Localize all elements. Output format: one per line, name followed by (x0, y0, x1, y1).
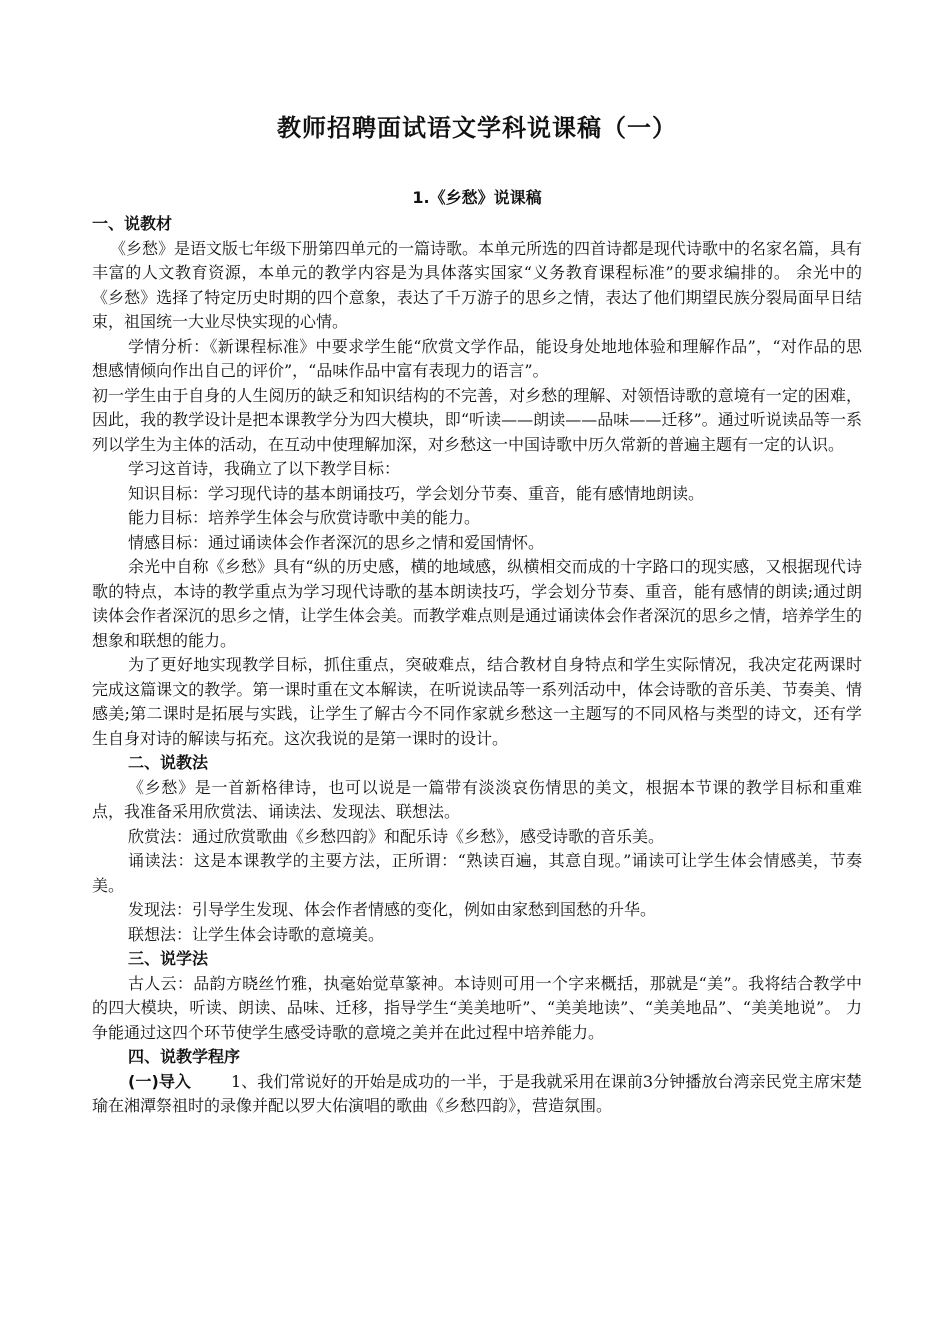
section-heading-1: 一、说教材 (92, 214, 173, 233)
paragraph-text: 1、我们常说好的开始是成功的一半，于是我就采用在课前3分钟播放台湾亲民党主席宋楚瑜在湘潭祭祖时的录像并配以罗大佑演唱的歌曲《乡愁四韵》，营造氛围。 (92, 1071, 862, 1115)
paragraph: 为了更好地实现教学目标，抓住重点，突破难点，结合教材自身特点和学生实际情况，我决定花两课时完成这篇课文的教学。第一课时重在文本解读，在听说读品等一系列活动中，体会诗歌的音乐美、节奏美、情感美;第二课时是拓展与实践，让学生了解古今不同作家就乡愁这一主题写的不同风格与类型的诗文，还有学生自身对诗的解读与拓充。这次我说的是第一课时的设计。 (92, 655, 862, 748)
paragraph: 初一学生由于自身的人生阅历的缺乏和知识结构的不完善，对乡愁的理解、对领悟诗歌的意境有一定的困难，因此，我的教学设计是把本课教学分为四大模块，即“听读——朗读——品味——迁移”。通过听说读品等一系列以学生为主体的活动，在互动中使理解加深，对乡愁这一中国诗歌中历久常新的普遍主题有一定的认识。 (92, 385, 862, 454)
paragraph: 余光中自称《乡愁》具有“纵的历史感，横的地域感，纵横相交而成的十字路口的现实感，又根据现代诗歌的特点，本诗的教学重点为学习现代诗歌的基本朗读技巧，学会划分节奏、重音，能有感情的朗读;通过朗读体会作者深沉的思乡之情，让学生体会美。而教学难点则是通过诵读体会作者深沉的思乡之情，培养学生的想象和联想的能力。 (92, 557, 862, 650)
paragraph: 《乡愁》是语文版七年级下册第四单元的一篇诗歌。本单元所选的四首诗都是现代诗歌中的名家名篇，具有丰富的人文教育资源，本单元的教学内容是为具体落实国家“义务教育课程标准”的要求编排的。 余光中的《乡愁》选择了特定历史时期的四个意象，表达了千万游子的思乡之情，表达了他们期望民族分裂局面早日结束，祖国统一大业尽快实现的心情。 (92, 238, 863, 331)
paragraph: 情感目标：通过诵读体会作者深沉的思乡之情和爱国情怀。 (128, 532, 545, 552)
document-subtitle: 1.《乡愁》说课稿 (412, 188, 542, 207)
paragraph: 欣赏法：通过欣赏歌曲《乡愁四韵》和配乐诗《乡愁》，感受诗歌的音乐美。 (128, 826, 665, 846)
paragraph: 古人云：品韵方晓丝竹雅，执毫始觉草篆神。本诗则可用一个字来概括，那就是“美”。我将结合教学中的四大模块，听读、朗读、品味、迁移，指导学生“美美地听”、“美美地读”、“美美地品”、“美美地说”。 力争能通过这四个环节使学生感受诗歌的意境之美并在此过程中培养能力。 (92, 973, 862, 1042)
paragraph: 《乡愁》是一首新格律诗，也可以说是一篇带有淡淡哀伤情思的美文，根据本节课的教学目标和重难点，我准备采用欣赏法、诵读法、发现法、联想法。 (92, 777, 862, 821)
paragraph: 学情分析：《新课程标准》中要求学生能“欣赏文学作品，能设身处地地体验和理解作品”，“对作品的思想感情倾向作出自己的评价”，“品味作品中富有表现力的语言”。 (92, 336, 862, 380)
paragraph: 联想法：让学生体会诗歌的意境美。 (128, 924, 385, 944)
paragraph: 诵读法：这是本课教学的主要方法，正所谓：“熟读百遍，其意自现。”诵读可让学生体会情感美，节奏美。 (92, 851, 862, 895)
subsection-label: (一)导入 (128, 1071, 191, 1091)
paragraph: 知识目标：学习现代诗的基本朗诵技巧，学会划分节奏、重音，能有感情地朗读。 (128, 483, 705, 503)
section-heading-3: 三、说学法 (128, 949, 209, 968)
section-heading-4: 四、说教学程序 (128, 1047, 241, 1066)
paragraph: 学习这首诗，我确立了以下教学目标： (128, 459, 401, 478)
paragraph (92, 1070, 862, 1119)
paragraph: 能力目标：培养学生体会与欣赏诗歌中美的能力。 (128, 508, 481, 527)
section-heading-2: 二、说教法 (128, 753, 209, 772)
paragraph: 发现法：引导学生发现、体会作者情感的变化，例如由家愁到国愁的升华。 (128, 900, 657, 919)
document-title: 教师招聘面试语文学科说课稿（一） (277, 114, 677, 142)
